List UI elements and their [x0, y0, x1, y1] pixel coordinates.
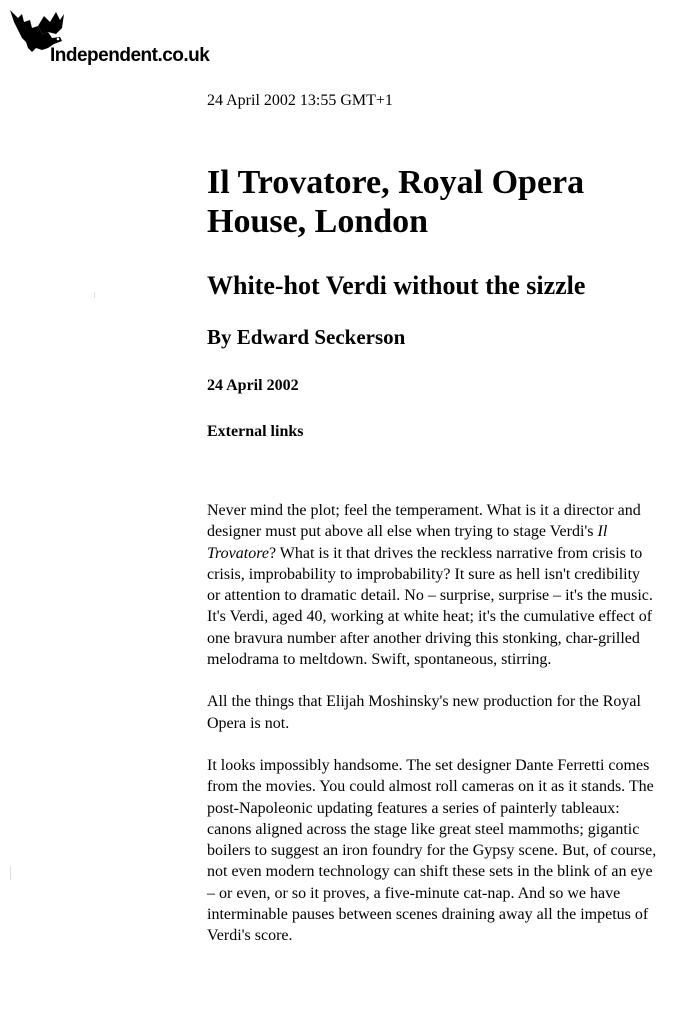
external-links-heading: External links [207, 423, 304, 440]
article-date: 24 April 2002 [207, 377, 299, 394]
paragraph [207, 500, 657, 670]
paragraph-text: Never mind the plot; feel the temperament. What is it a director and designer must put above all else when trying to stage Verdi's [207, 502, 641, 541]
timestamp: 24 April 2002 13:55 GMT+1 [207, 92, 393, 109]
scan-artifact [10, 866, 11, 880]
paragraph: All the things that Elijah Moshinsky's new production for the Royal Opera is not. [207, 693, 641, 732]
article-headline: Il Trovatore, Royal Opera House, London [207, 164, 585, 240]
opera-title: Il Trovatore [207, 523, 608, 562]
site-logo[interactable] [8, 8, 238, 66]
article-subheadline: White-hot Verdi without the sizzle [207, 271, 586, 300]
paragraph-text: ? What is it that drives the reckless narrative from crisis to crisis, improbability to improbability? It sure as hell isn't credibility or attention to dramatic detail. No – surprise, surprise – it's the music. It's Verdi, aged 40, working at white heat; it's the cumulative effect of one bravura number after another driving this stonking, char-grilled melodrama to meltdown. Swift, spontaneous, stirring. [207, 544, 653, 669]
paragraph: It looks impossibly handsome. The set designer Dante Ferretti comes from the movies. You could almost roll cameras on it as it stands. The post-Napoleonic updating features a series of painterly tableaux: canons aligned across the stage like great steel mammoths; gigantic boilers to suggest an iron foundry for the Gypsy scene. But, of course, not even modern technology can shift these sets in the blink of an eye – or even, or so it proves, a five-minute cat-nap. And so we have interminable pauses between scenes draining away all the impetus of Verdi's score. [207, 756, 657, 945]
article-byline: By Edward Seckerson [207, 325, 406, 349]
site-name: Independent.co.uk [50, 45, 210, 66]
article-body [207, 500, 657, 968]
scan-artifact [94, 292, 95, 298]
